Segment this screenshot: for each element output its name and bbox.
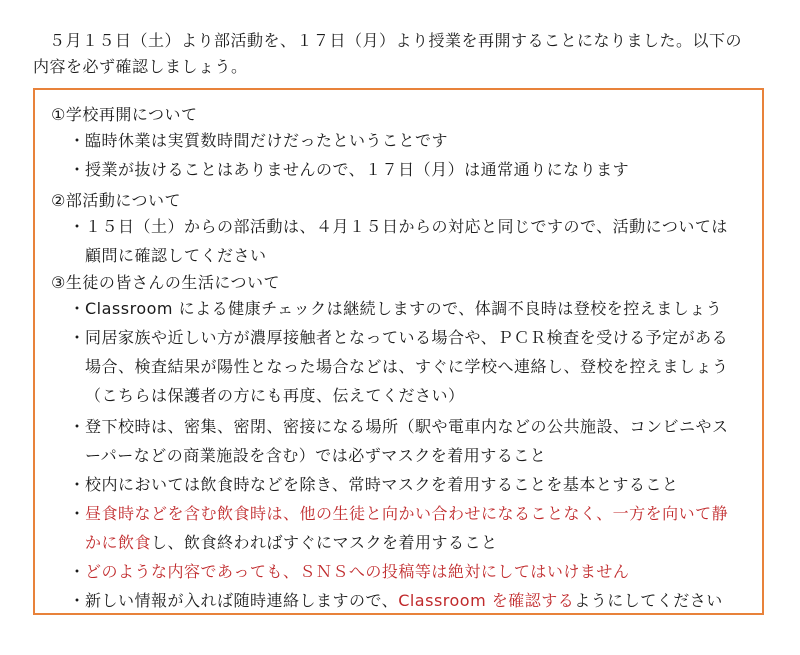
bullet-icon: ・: [69, 217, 86, 236]
bullet-icon: ・: [69, 328, 86, 347]
intro-line-2: 内容を必ず確認しましょう。: [33, 57, 248, 76]
section-title-club-activities: ②部活動について: [51, 191, 182, 210]
list-item: ・Classroom による健康チェックは継続しますので、体調不良時は登校を控えましょう: [69, 294, 752, 323]
section-title-school-reopening: ①学校再開について: [51, 105, 198, 124]
highlight-text: 昼食時などを含む飲食時は、他の生徒と向かい合わせになることなく、一方を向いて静: [85, 504, 729, 523]
notice-box: [33, 88, 764, 615]
list-item: ・昼食時などを含む飲食時は、他の生徒と向かい合わせになることなく、一方を向いて静 かに飲食し、飲食終わればすぐにマスクを着用すること: [69, 499, 752, 557]
bullet-icon: ・: [69, 475, 86, 494]
list-item: [69, 557, 752, 586]
list-item: ・授業が抜けることはありませんので、１７日（月）は通常通りになります: [69, 155, 752, 184]
bullet-icon: ・: [69, 417, 86, 436]
list-item: ・登下校時は、密集、密閉、密接になる場所（駅や電車内などの公共施設、コンビニやス ーパーなどの商業施設を含む）では必ずマスクを着用すること: [69, 412, 752, 470]
list-item: ・１５日（土）からの部活動は、４月１５日からの対応と同じですので、活動については 顧問に確認してください: [69, 212, 752, 270]
list-item: ・校内においては飲食時などを除き、常時マスクを着用することを基本とすること: [69, 470, 752, 499]
intro-line-1: ５月１５日（土）より部活動を、１７日（月）より授業を再開することになりました。以下の: [49, 31, 743, 50]
bullet-icon: ・: [69, 131, 86, 150]
bullet-icon: ・: [69, 591, 86, 610]
section-title-student-life: ③生徒の皆さんの生活について: [51, 273, 281, 292]
bullet-icon: ・: [69, 160, 86, 179]
intro-paragraph: [33, 28, 773, 80]
list-item: ・臨時休業は実質数時間だけだったということです: [69, 126, 752, 155]
bullet-icon: ・: [69, 562, 86, 581]
highlight-text: どのような内容であっても、ＳＮＳへの投稿等は絶対にしてはいけません: [85, 562, 630, 581]
highlight-text: Classroom を確認する: [398, 591, 575, 610]
list-item: ・新しい情報が入れば随時連絡しますので、Classroom を確認するようにしてください: [69, 586, 752, 615]
bullet-icon: ・: [69, 504, 86, 523]
list-item: ・同居家族や近しい方が濃厚接触者となっている場合や、ＰＣＲ検査を受ける予定がある 場合、検査結果が陽性となった場合などは、すぐに学校へ連絡し、登校を控えましょう （こちらは保護者の方にも再度、伝えてください）: [69, 323, 752, 410]
highlight-text: かに飲食: [85, 533, 152, 552]
bullet-icon: ・: [69, 299, 86, 318]
